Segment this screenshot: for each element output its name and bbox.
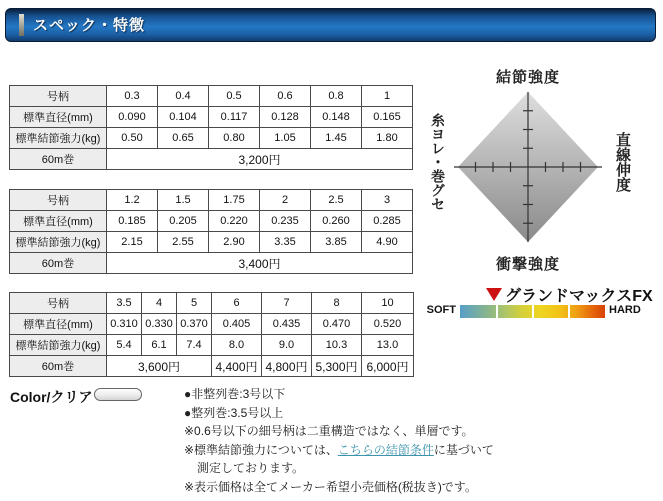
- table-row: [10, 190, 413, 211]
- strength-cell: 8.0: [212, 335, 262, 356]
- diameter-cell: 0.235: [260, 211, 311, 232]
- diameter-cell: 0.405: [212, 314, 262, 335]
- row-label-spool: 60m巻: [10, 253, 107, 274]
- size-cell: 1.75: [209, 190, 260, 211]
- strength-cell: 6.1: [142, 335, 177, 356]
- diameter-cell: 0.520: [362, 314, 414, 335]
- row-label-size: 号柄: [10, 293, 107, 314]
- scale-marker-triangle-icon: [486, 288, 502, 301]
- product-name-label: グランドマックスFX: [505, 288, 653, 305]
- spec-table-small-sizes: [9, 85, 413, 170]
- table-row: [10, 314, 414, 335]
- note-text: ※標準結節強力については、: [184, 442, 338, 457]
- row-label-spool: 60m巻: [10, 149, 107, 170]
- header-accent-bar: [19, 14, 24, 36]
- size-cell: 6: [212, 293, 262, 314]
- knot-conditions-link[interactable]: こちらの結節条件: [337, 442, 434, 457]
- table-row: [10, 356, 414, 377]
- notes-list: [184, 385, 494, 496]
- diameter-cell: 0.220: [209, 211, 260, 232]
- price-cell: 4,800円: [262, 356, 312, 377]
- size-cell: 0.3: [107, 86, 158, 107]
- note-text: に基づいて: [433, 442, 494, 457]
- diameter-cell: 0.148: [311, 107, 362, 128]
- size-cell: 2.5: [311, 190, 362, 211]
- strength-cell: 0.50: [107, 128, 158, 149]
- note-line-continuation: 測定しております。: [197, 461, 305, 475]
- radar-label-knot-strength: 結節強度: [495, 69, 560, 86]
- color-section-label: Color/クリア: [10, 389, 93, 405]
- diameter-cell: 0.370: [177, 314, 212, 335]
- performance-diamond-chart: [443, 82, 613, 252]
- diameter-cell: 0.260: [311, 211, 362, 232]
- row-label-diameter: 標準直径(mm): [10, 211, 107, 232]
- price-cell: 3,400円: [107, 253, 413, 274]
- size-cell: 4: [142, 293, 177, 314]
- price-cell: 4,400円: [212, 356, 262, 377]
- section-title: スペック・特徴: [33, 17, 146, 34]
- table-row: [10, 211, 413, 232]
- strength-cell: 2.15: [107, 232, 158, 253]
- strength-cell: 1.80: [362, 128, 413, 149]
- strength-cell: 1.45: [311, 128, 362, 149]
- clear-color-swatch: [94, 388, 142, 401]
- note-line: [184, 441, 494, 460]
- size-cell: 7: [262, 293, 312, 314]
- scale-divider: [532, 305, 534, 318]
- price-cell: 3,200円: [107, 149, 413, 170]
- diameter-cell: 0.310: [107, 314, 142, 335]
- spec-table-mid-sizes: [9, 189, 413, 274]
- strength-cell: 2.90: [209, 232, 260, 253]
- price-cell-group: 3,600円: [107, 356, 212, 377]
- row-label-size: 号柄: [10, 190, 107, 211]
- diameter-cell: 0.330: [142, 314, 177, 335]
- note-line: ※表示価格は全てメーカー希望小売価格(税抜き)です。: [184, 479, 477, 494]
- strength-cell: 1.05: [260, 128, 311, 149]
- size-cell: 0.8: [311, 86, 362, 107]
- row-label-strength: 標準結節強力(kg): [10, 232, 107, 253]
- row-label-diameter: 標準直径(mm): [10, 107, 107, 128]
- radar-label-impact-strength: 衝撃強度: [495, 256, 560, 273]
- table-row: [10, 253, 413, 274]
- soft-hard-gradient-bar: [460, 305, 605, 318]
- diameter-cell: 0.165: [362, 107, 413, 128]
- row-label-size: 号柄: [10, 86, 107, 107]
- diameter-cell: 0.470: [312, 314, 362, 335]
- note-line: ●整列巻:3.5号以上: [184, 405, 284, 420]
- strength-cell: 3.85: [311, 232, 362, 253]
- strength-cell: 2.55: [158, 232, 209, 253]
- diameter-cell: 0.117: [209, 107, 260, 128]
- radar-label-linear-elongation: 直線伸度: [614, 132, 631, 192]
- radar-label-line-twist: 糸ヨレ・巻グセ: [430, 113, 446, 211]
- row-label-spool: 60m巻: [10, 356, 107, 377]
- diameter-cell: 0.285: [362, 211, 413, 232]
- price-cell: 5,300円: [312, 356, 362, 377]
- price-cell: 6,000円: [362, 356, 414, 377]
- diameter-cell: 0.128: [260, 107, 311, 128]
- strength-cell: 9.0: [262, 335, 312, 356]
- strength-cell: 10.3: [312, 335, 362, 356]
- strength-cell: 0.80: [209, 128, 260, 149]
- note-line: ●非整列巻:3号以下: [184, 387, 286, 401]
- strength-cell: 5.4: [107, 335, 142, 356]
- strength-cell: 7.4: [177, 335, 212, 356]
- size-cell: 8: [312, 293, 362, 314]
- size-cell: 0.6: [260, 86, 311, 107]
- strength-cell: 3.35: [260, 232, 311, 253]
- size-cell: 3: [362, 190, 413, 211]
- diameter-cell: 0.435: [262, 314, 312, 335]
- row-label-strength: 標準結節強力(kg): [10, 335, 107, 356]
- scale-hard-label: HARD: [609, 304, 641, 316]
- diameter-cell: 0.185: [107, 211, 158, 232]
- size-cell: 2: [260, 190, 311, 211]
- scale-divider: [496, 305, 498, 318]
- table-row: [10, 232, 413, 253]
- table-row: [10, 128, 413, 149]
- size-cell: 5: [177, 293, 212, 314]
- diameter-cell: 0.205: [158, 211, 209, 232]
- size-cell: 10: [362, 293, 414, 314]
- table-row: [10, 293, 414, 314]
- scale-divider: [568, 305, 570, 318]
- diameter-cell: 0.090: [107, 107, 158, 128]
- size-cell: 1.5: [158, 190, 209, 211]
- table-row: [10, 86, 413, 107]
- size-cell: 1.2: [107, 190, 158, 211]
- table-row: [10, 335, 414, 356]
- row-label-diameter: 標準直径(mm): [10, 314, 107, 335]
- strength-cell: 0.65: [158, 128, 209, 149]
- table-row: [10, 149, 413, 170]
- section-header-bar: [5, 8, 656, 42]
- size-cell: 1: [362, 86, 413, 107]
- scale-soft-label: SOFT: [426, 304, 456, 316]
- strength-cell: 13.0: [362, 335, 414, 356]
- row-label-strength: 標準結節強力(kg): [10, 128, 107, 149]
- note-line: ※0.6号以下の細号柄は二重構造ではなく、単層です。: [184, 424, 474, 438]
- table-row: [10, 107, 413, 128]
- size-cell: 0.4: [158, 86, 209, 107]
- size-cell: 0.5: [209, 86, 260, 107]
- diameter-cell: 0.104: [158, 107, 209, 128]
- size-cell: 3.5: [107, 293, 142, 314]
- strength-cell: 4.90: [362, 232, 413, 253]
- spec-table-large-sizes: [9, 292, 414, 377]
